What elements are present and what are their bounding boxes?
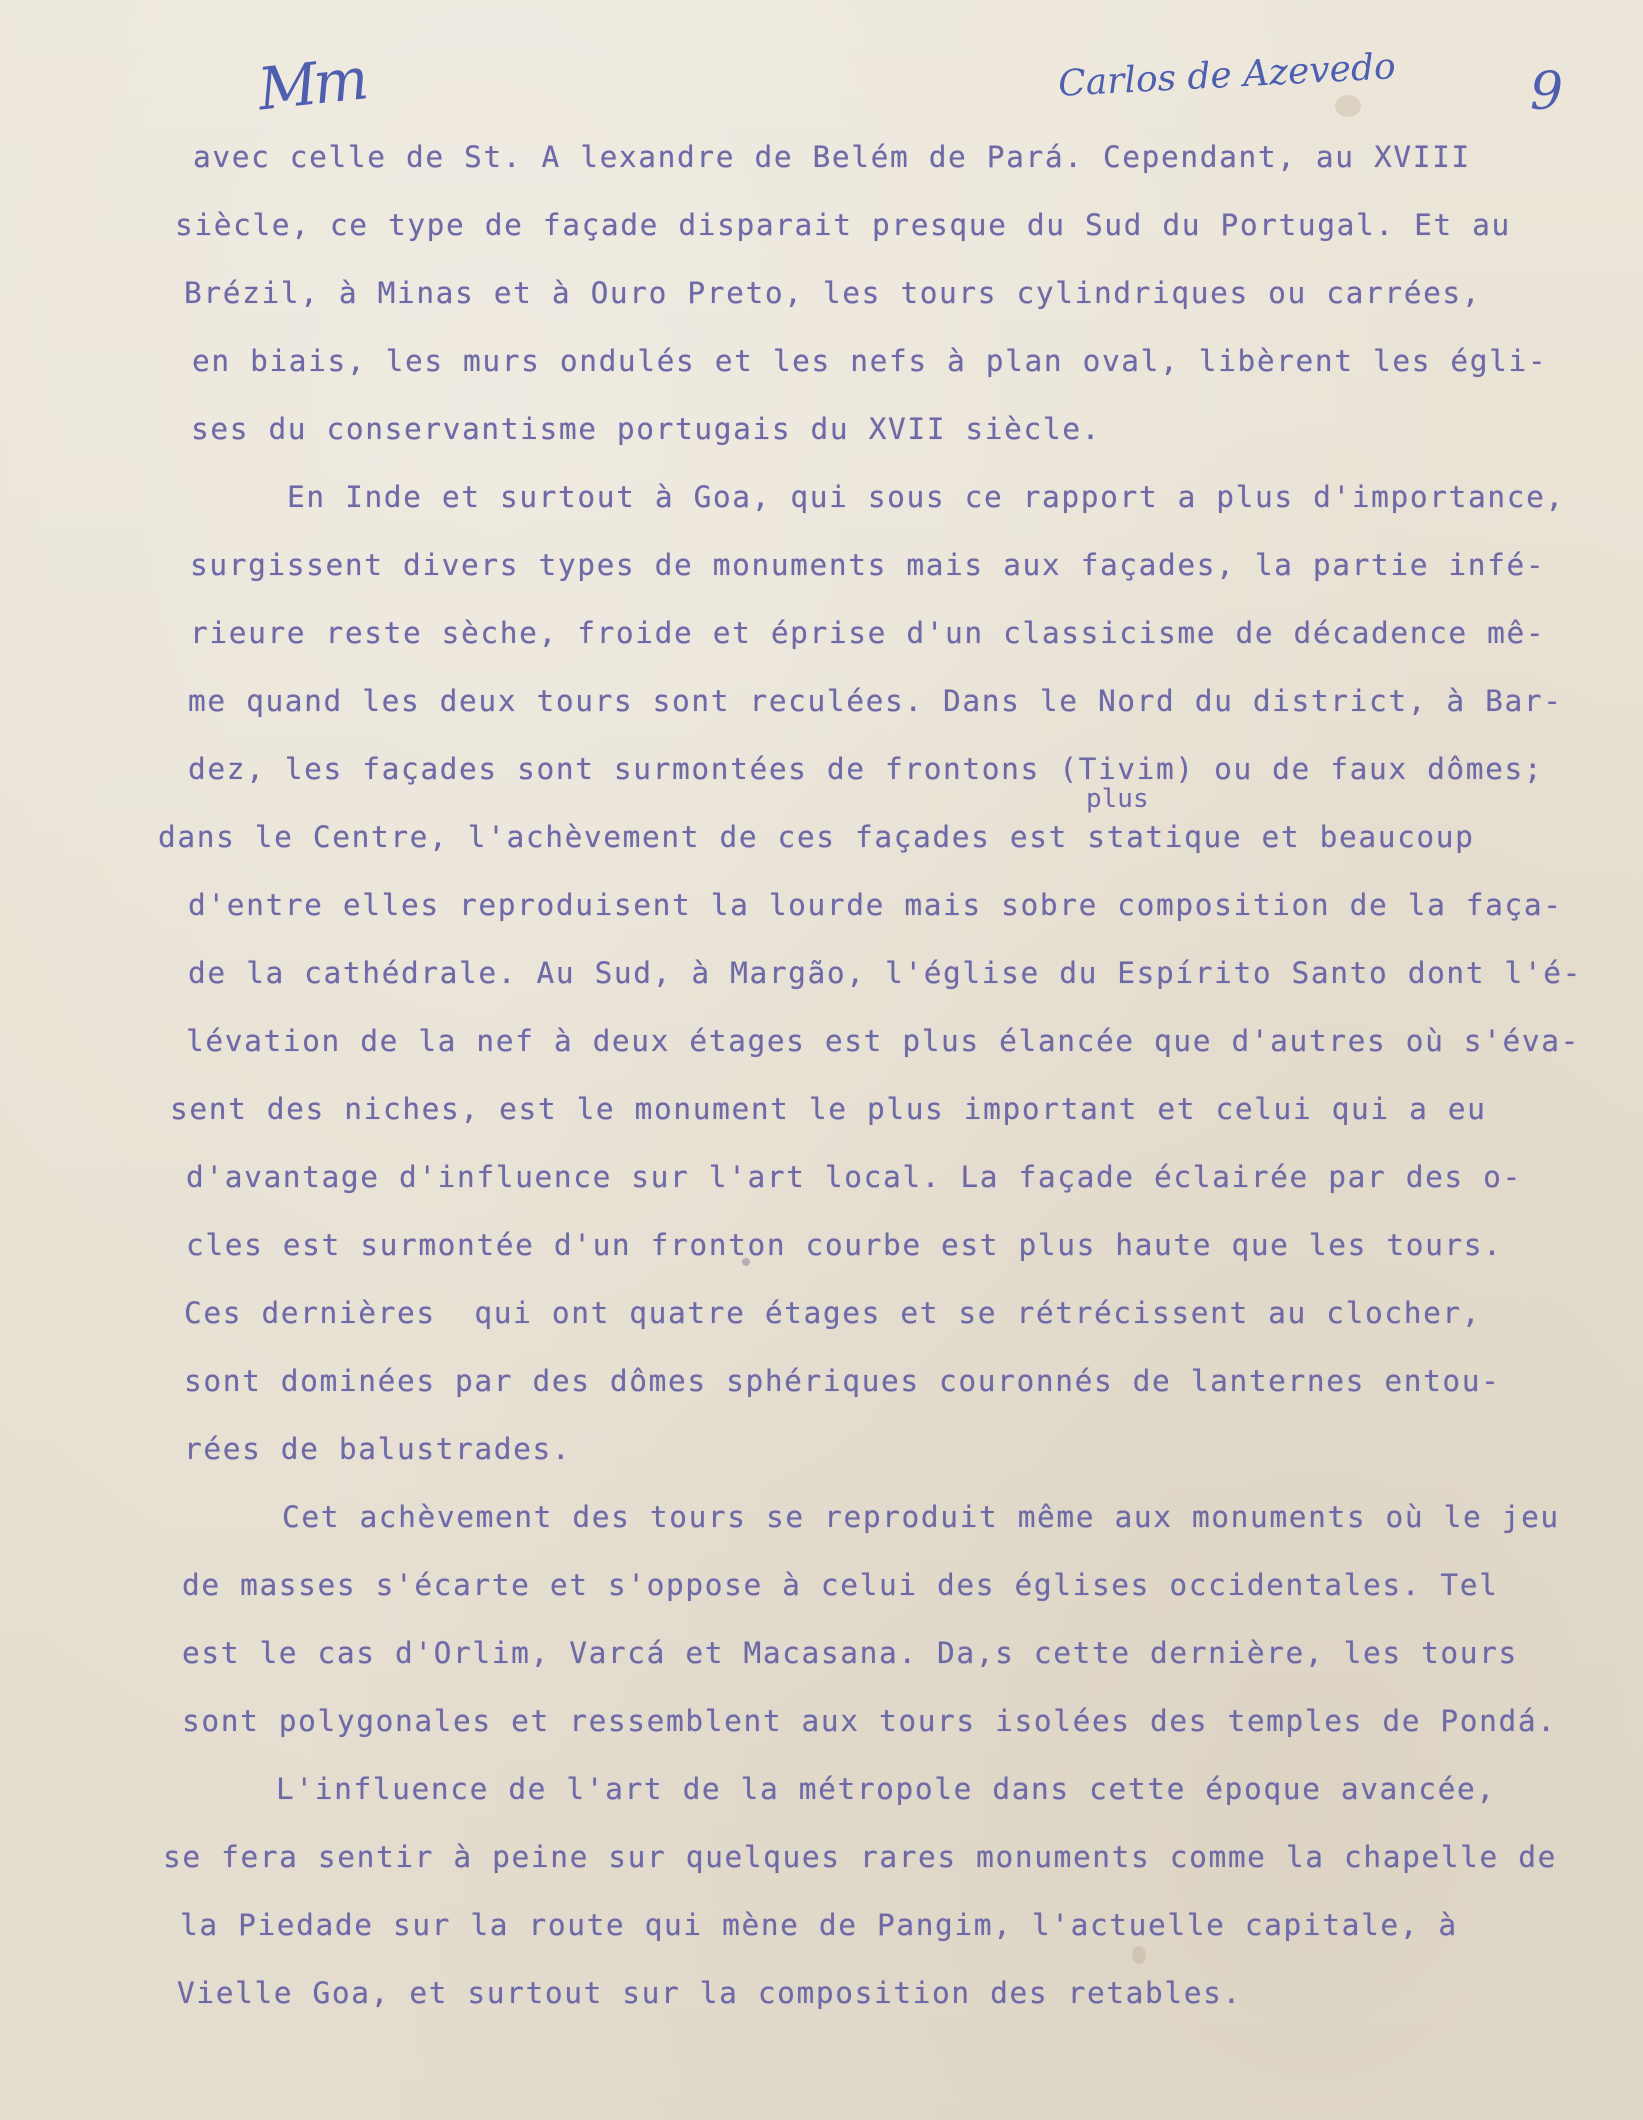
text-line: me quand les deux tours sont reculées. Dans le Nord du district, à Bar- — [188, 684, 1563, 718]
text-line: Vielle Goa, et surtout sur la composition des retables. — [177, 1976, 1242, 2010]
text-line: lévation de la nef à deux étages est plus élancée que d'autres où s'éva- — [186, 1024, 1580, 1058]
text-line: siècle, ce type de façade disparait presque du Sud du Portugal. Et au — [175, 208, 1511, 242]
text-line: rées de balustrades. — [184, 1432, 572, 1466]
text-line: est le cas d'Orlim, Varcá et Macasana. Da,s cette dernière, les tours — [182, 1636, 1518, 1670]
text-line: En Inde et surtout à Goa, qui sous ce rapport a plus d'importance, — [287, 480, 1565, 514]
text-line: Cet achèvement des tours se reproduit même aux monuments où le jeu — [282, 1500, 1560, 1534]
text-line: de masses s'écarte et s'oppose à celui des églises occidentales. Tel — [182, 1568, 1499, 1602]
text-line: de la cathédrale. Au Sud, à Margão, l'église du Espírito Santo dont l'é- — [188, 956, 1582, 990]
text-line: sent des niches, est le monument le plus important et celui qui a eu — [170, 1092, 1487, 1126]
handwritten-author-name: Carlos de Azevedo — [1057, 46, 1397, 105]
text-line: avec celle de St. A lexandre de Belém de Pará. Cependant, au XVIII — [193, 140, 1471, 174]
text-line: Brézil, à Minas et à Ouro Preto, les tours cylindriques ou carrées, — [184, 276, 1482, 310]
text-line: dans le Centre, l'achèvement de ces façades est statique et beaucoup — [158, 820, 1475, 854]
text-line: sont dominées par des dômes sphériques couronnés de lanternes entou- — [184, 1364, 1501, 1398]
text-line: surgissent divers types de monuments mais aux façades, la partie infé- — [190, 548, 1546, 582]
text-line: la Piedade sur la route qui mène de Pangim, l'actuelle capitale, à — [180, 1908, 1458, 1942]
text-line: sont polygonales et ressemblent aux tours isolées des temples de Pondá. — [182, 1704, 1557, 1738]
text-line: d'entre elles reproduisent la lourde mais sobre composition de la faça- — [188, 888, 1563, 922]
page-number: 9 — [1530, 62, 1564, 122]
text-line: d'avantage d'influence sur l'art local. La façade éclairée par des o- — [186, 1160, 1522, 1194]
interlinear-insertion: plus — [1086, 784, 1149, 814]
text-line: dez, les façades sont surmontées de frontons (Tivim) ou de faux dômes; — [188, 752, 1544, 786]
text-line: ses du conservantisme portugais du XVII siècle. — [191, 412, 1101, 446]
text-line: rieure reste sèche, froide et éprise d'un classicisme de décadence mê- — [190, 616, 1546, 650]
text-line: se fera sentir à peine sur quelques rares monuments comme la chapelle de — [163, 1840, 1557, 1874]
text-line: Ces dernières qui ont quatre étages et se rétrécissent au clocher, — [184, 1296, 1482, 1330]
text-line: cles est surmontée d'un fronton courbe est plus haute que les tours. — [186, 1228, 1503, 1262]
text-line: L'influence de l'art de la métropole dans cette époque avancée, — [276, 1772, 1496, 1806]
text-line: en biais, les murs ondulés et les nefs à plan oval, libèrent les égli- — [192, 344, 1548, 378]
handwritten-initials: Mm — [254, 44, 368, 124]
